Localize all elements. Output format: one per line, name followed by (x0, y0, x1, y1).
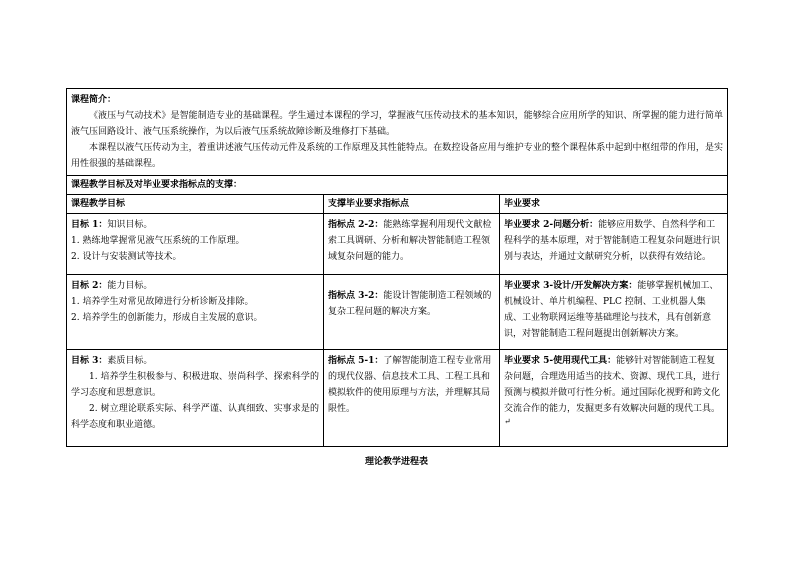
goal-label: 目标 3： (71, 356, 108, 366)
header-row (67, 195, 728, 214)
goal-cell (67, 275, 324, 350)
indicator-label: 指标点 3-2： (328, 291, 384, 301)
goal-item: 2. 培养学生的创新能力，形成自主发展的意识。 (71, 313, 263, 323)
goal-label: 目标 2： (71, 281, 108, 291)
course-table (66, 88, 728, 447)
footer-title: 理论教学进程表 (364, 457, 428, 467)
intro-paragraph-2: 本课程以液气压传动为主，着重讲述液气压传动元件及系统的工作原理及其性能特点。在数控设备应用与维护专业的整个课程体系中起到中枢纽带的作用，是实用性很强的基础课程。 (71, 143, 724, 169)
section-title-row (67, 176, 728, 195)
requirement-text: 能够掌握机械加工、机械设计、单片机编程、PLC 控制、工业机器人集成、工业物联网运维等基础理论与技术，具有创新意识，对智能制造工程问题提出创新解决方案。 (504, 281, 719, 339)
indicator-cell (324, 350, 500, 447)
requirement-text: 能够针对智能制造工程复杂问题，合理选用适当的技术、资源、现代工具，进行预测与模拟并做可行性分析。通过国际化视野和跨文化交流合作的能力，发掘更多有效解决问题的现代工具。 (504, 356, 721, 414)
requirement-label: 毕业要求 5-使用现代工具： (504, 356, 617, 366)
goal-text: 能力目标。 (107, 281, 153, 291)
requirement-cell (500, 350, 728, 447)
intro-title: 课程简介： (71, 95, 117, 105)
goal-text: 知识目标。 (107, 220, 153, 230)
goal-item: 1. 培养学生积极参与、积极进取、崇尚科学、探索科学的学习态度和思想意识。 (71, 372, 319, 398)
section-title: 课程教学目标及对毕业要求指标点的支撑： (67, 176, 728, 195)
intro-row (67, 89, 728, 176)
indicator-text: 能熟练掌握利用现代文献检索工具调研、分析和解决智能制造工程领域复杂问题的能力。 (328, 220, 492, 262)
requirement-cell (500, 275, 728, 350)
indicator-text: 能设计智能制造工程领域的复杂工程问题的解决方案。 (328, 291, 492, 317)
requirement-cell (500, 214, 728, 275)
goal-cell (67, 214, 324, 275)
indicator-label: 指标点 2-2： (328, 220, 384, 230)
indicator-label: 指标点 5-1： (328, 356, 384, 366)
indicator-cell (324, 214, 500, 275)
goal-cell (67, 350, 324, 447)
table-row (67, 275, 728, 350)
indicator-text: 了解智能制造工程专业常用的现代仪器、信息技术工具、工程工具和模拟软件的使用原理与方法，并理解其局限性。 (328, 356, 492, 414)
requirement-label: 毕业要求 3-设计/开发解决方案： (504, 281, 638, 291)
goal-item: 2. 设计与安装测试等技术。 (71, 252, 182, 262)
paragraph-mark: ↵ (504, 417, 511, 426)
table-row (67, 214, 728, 275)
goal-item: 1. 熟练地掌握常见液气压系统的工作原理。 (71, 236, 245, 246)
intro-cell (67, 89, 728, 176)
indicator-cell (324, 275, 500, 350)
intro-paragraph-1: 《液压与气动技术》是智能制造专业的基础课程。学生通过本课程的学习，掌握液气压传动技术的基本知识，能够综合应用所学的知识、所掌握的能力进行简单液气压回路设计、液气压系统操作，为以后液气压系统故障诊断及维修打下基础。 (71, 111, 724, 137)
goal-item: 1. 培养学生对常见故障进行分析诊断及排除。 (71, 297, 254, 307)
header-requirement: 毕业要求 (500, 195, 728, 214)
requirement-text: 能够应用数学、自然科学和工程科学的基本原理，对于智能制造工程复杂问题进行识别与表达，并通过文献研究分析，以获得有效结论。 (504, 220, 721, 262)
header-goal: 课程教学目标 (67, 195, 324, 214)
goal-label: 目标 1： (71, 220, 108, 230)
goal-item: 2. 树立理论联系实际、科学严谨、认真细致、实事求是的科学态度和职业道德。 (71, 404, 319, 430)
header-indicator: 支撑毕业要求指标点 (324, 195, 500, 214)
goal-text: 素质目标。 (107, 356, 153, 366)
requirement-label: 毕业要求 2-问题分析： (504, 220, 599, 230)
table-row (67, 350, 728, 447)
